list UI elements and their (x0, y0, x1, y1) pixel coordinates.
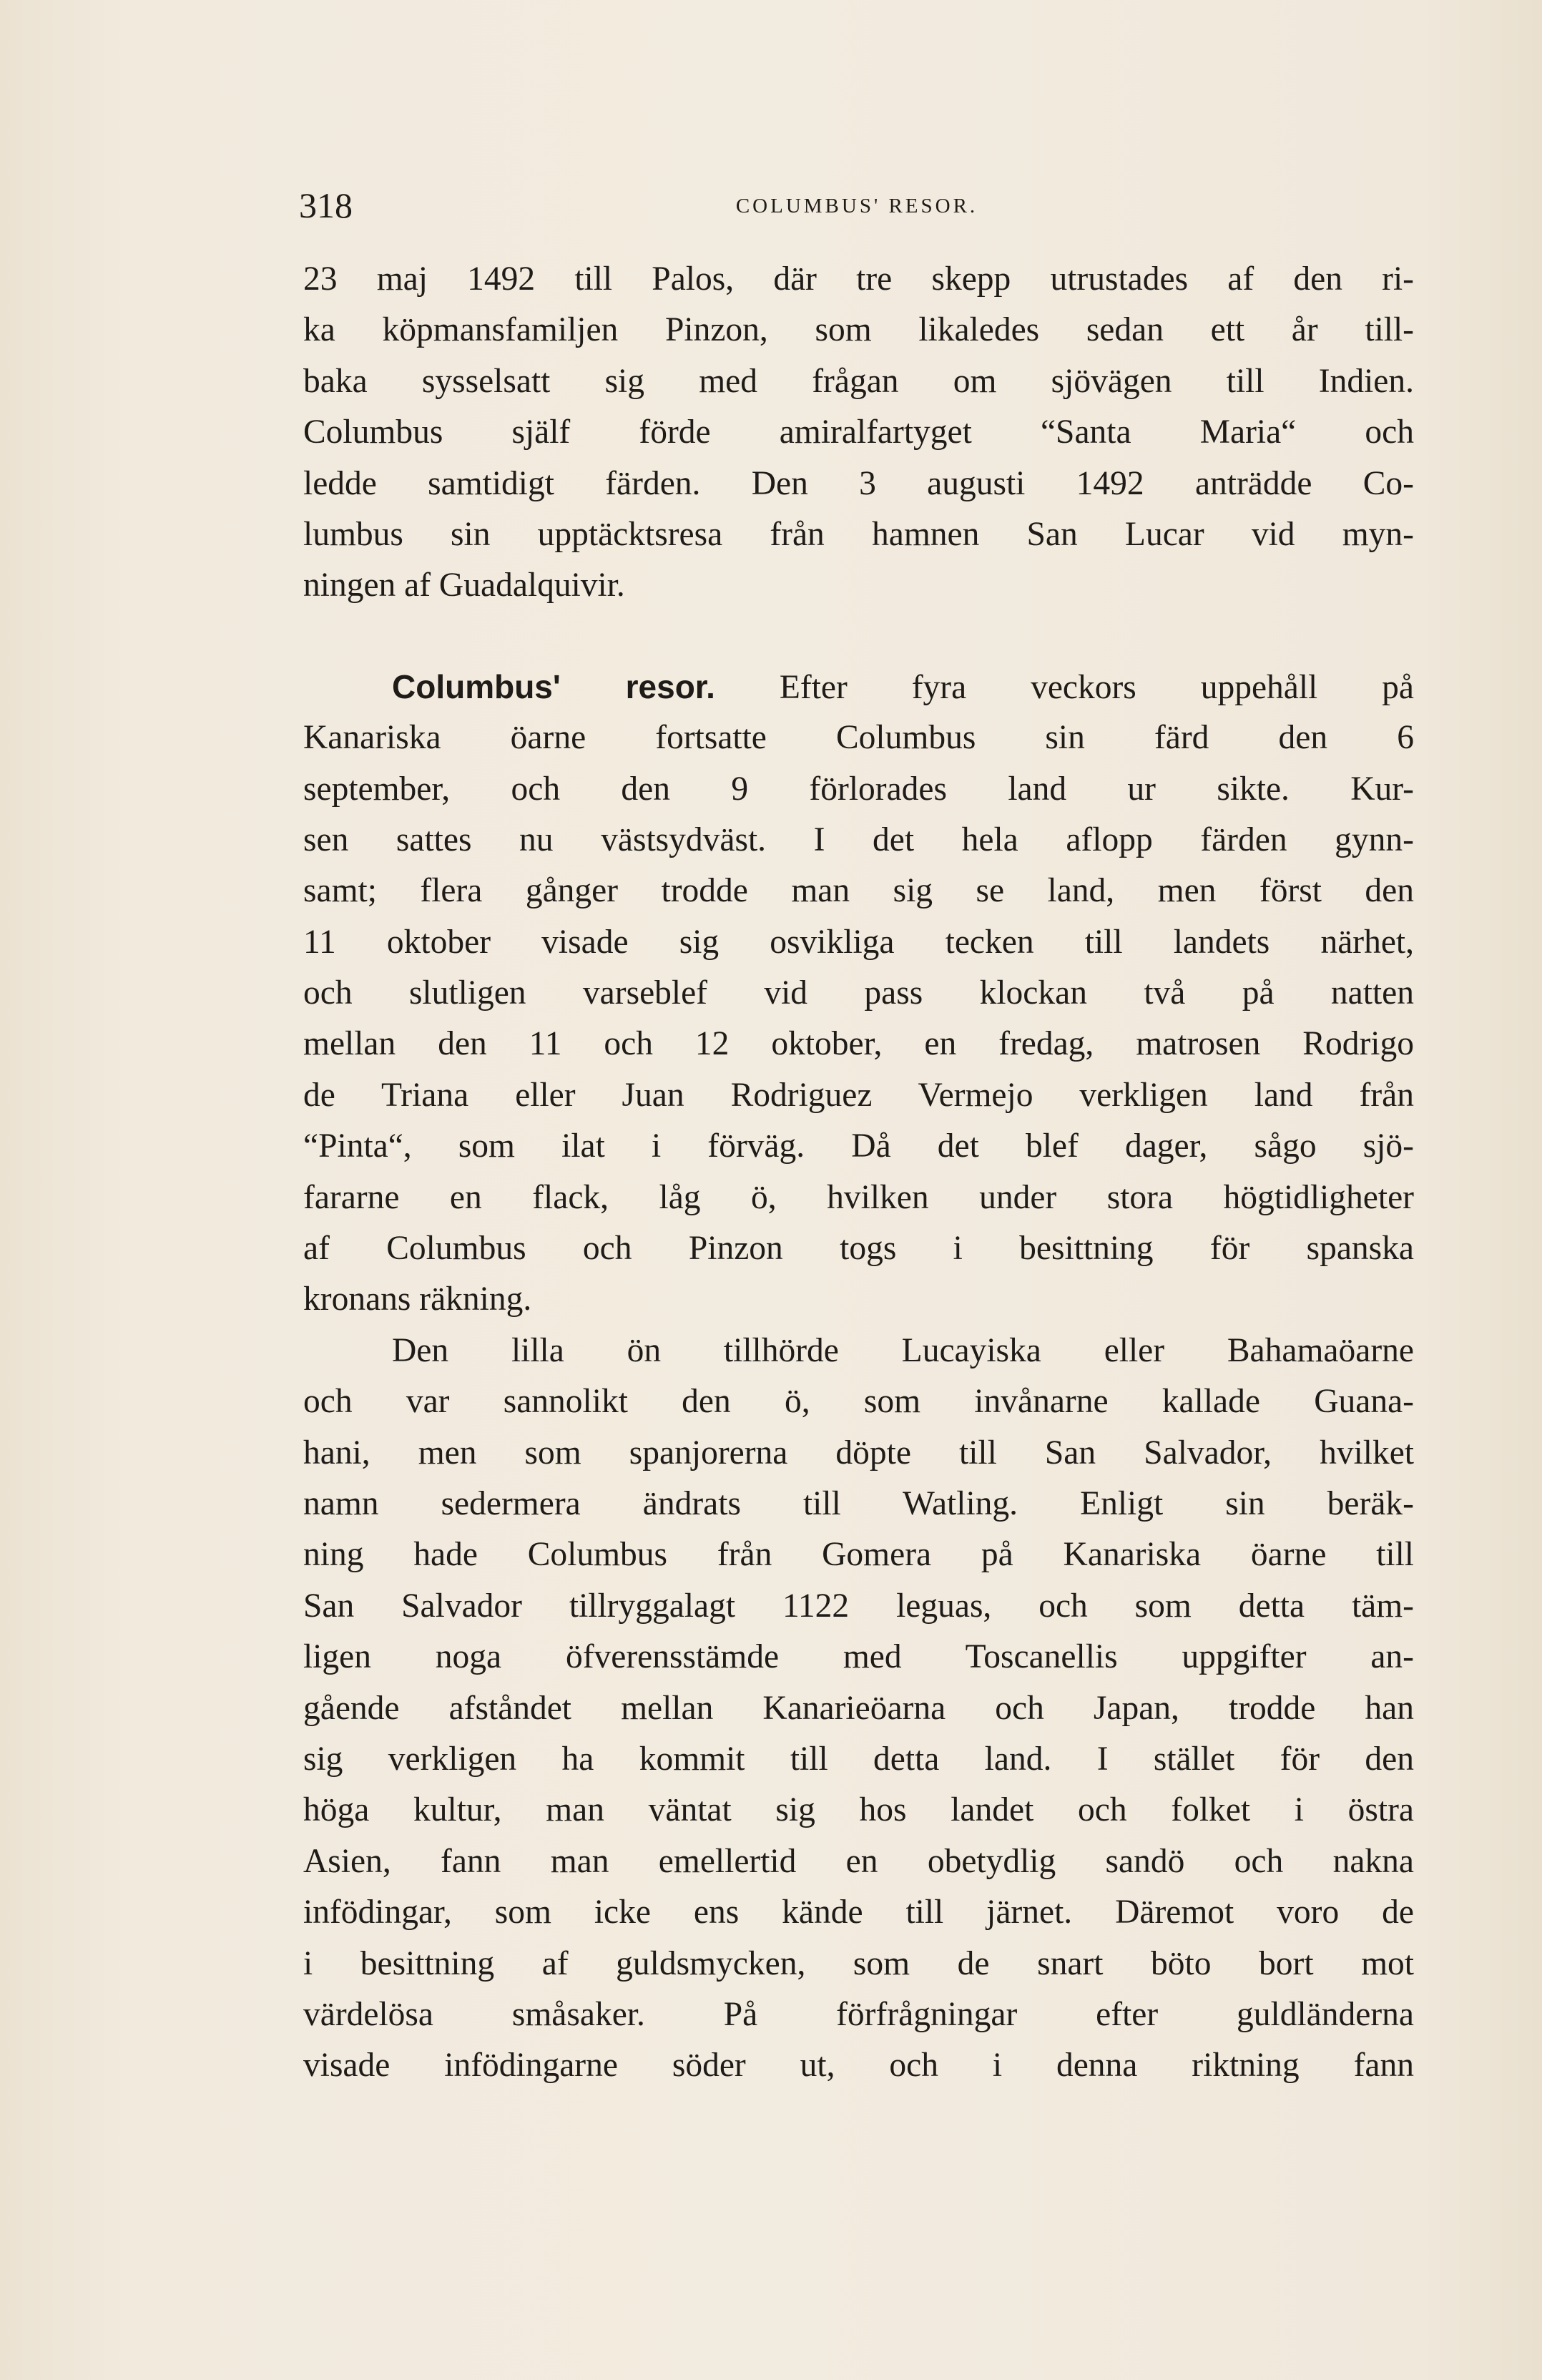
text-line: värdelösa småsaker. På förfrågningar efter guldländerna (303, 1995, 1414, 2033)
text-line: gående afståndet mellan Kanarieöarna och Japan, trodde han (303, 1689, 1414, 1727)
text-line: fararne en flack, låg ö, hvilken under stora högtidligheter (303, 1178, 1414, 1216)
text-line: Den lilla ön tillhörde Lucayiska eller Bahamaöarne (392, 1331, 1414, 1369)
page-header (299, 180, 1415, 230)
paragraph-3 (303, 1326, 1414, 2092)
text-line: kronans räkning. (303, 1280, 532, 1318)
text-line: baka sysselsatt sig med frågan om sjövägen till Indien. (303, 362, 1414, 400)
text-line: de Triana eller Juan Rodriguez Vermejo verkligen land från (303, 1076, 1414, 1114)
text-line: sen sattes nu västsydväst. I det hela aflopp färden gynn- (303, 821, 1414, 858)
paragraph-spacer (303, 612, 1414, 662)
text-line: 23 maj 1492 till Palos, där tre skepp utrustades af den ri- (303, 260, 1414, 298)
text-line: ligen noga öfverensstämde med Toscanellis uppgifter an- (303, 1638, 1414, 1676)
text-line: Kanariska öarne fortsatte Columbus sin färd den 6 (303, 719, 1414, 757)
text-line: af Columbus och Pinzon togs i besittning för spanska (303, 1230, 1414, 1268)
text-line: hani, men som spanjorerna döpte till San Salvador, hvilket (303, 1434, 1414, 1471)
heading-line-text: Efter fyra veckors uppehåll på (779, 668, 1414, 706)
text-line: höga kultur, man väntat sig hos landet och folket i östra (303, 1791, 1414, 1829)
text-line: sig verkligen ha kommit till detta land. I stället för den (303, 1740, 1414, 1778)
paragraph-2 (303, 662, 1414, 1326)
text-line: ledde samtidigt färden. Den 3 augusti 1492 anträdde Co- (303, 464, 1414, 502)
text-line: och slutligen varseblef vid pass klockan två på natten (303, 974, 1414, 1012)
page-number: 318 (299, 185, 353, 225)
text-line: Asien, fann man emellertid en obetydlig sandö och nakna (303, 1842, 1414, 1880)
running-head: COLUMBUS' RESOR. (735, 195, 978, 217)
text-line: ka köpmansfamiljen Pinzon, som likaledes sedan ett år till- (303, 311, 1414, 349)
text-line: ning hade Columbus från Gomera på Kanariska öarne till (303, 1536, 1414, 1574)
text-line: “Pinta“, som ilat i förväg. Då det blef dager, sågo sjö- (303, 1127, 1414, 1165)
text-line (303, 662, 1414, 712)
paragraph-1 (303, 254, 1414, 612)
text-line: samt; flera gånger trodde man sig se land, men först den (303, 872, 1414, 910)
text-line: namn sedermera ändrats till Watling. Enligt sin beräk- (303, 1484, 1414, 1522)
text-line: ningen af Guadalquivir. (303, 567, 625, 604)
text-line: och var sannolikt den ö, som invånarne kallade Guana- (303, 1383, 1414, 1421)
text-line: i besittning af guldsmycken, som de snart böto bort mot (303, 1944, 1414, 1982)
text-line: 11 oktober visade sig osvikliga tecken till landets närhet, (303, 923, 1414, 961)
text-line: september, och den 9 förlorades land ur sikte. Kur- (303, 770, 1414, 808)
text-line: mellan den 11 och 12 oktober, en fredag, matrosen Rodrigo (303, 1025, 1414, 1063)
text-line: infödingar, som icke ens kände till järnet. Däremot voro de (303, 1894, 1414, 1931)
section-heading: Columbus' resor. (392, 667, 715, 705)
text-line: Columbus själf förde amiralfartyget “Santa Maria“ och (303, 413, 1414, 451)
text-line: San Salvador tillryggalagt 1122 leguas, och som detta täm- (303, 1587, 1414, 1625)
text-line: lumbus sin upptäcktsresa från hamnen San Lucar vid myn- (303, 515, 1414, 553)
body-text (303, 254, 1414, 2092)
text-line: visade infödingarne söder ut, och i denna riktning fann (303, 2047, 1414, 2085)
